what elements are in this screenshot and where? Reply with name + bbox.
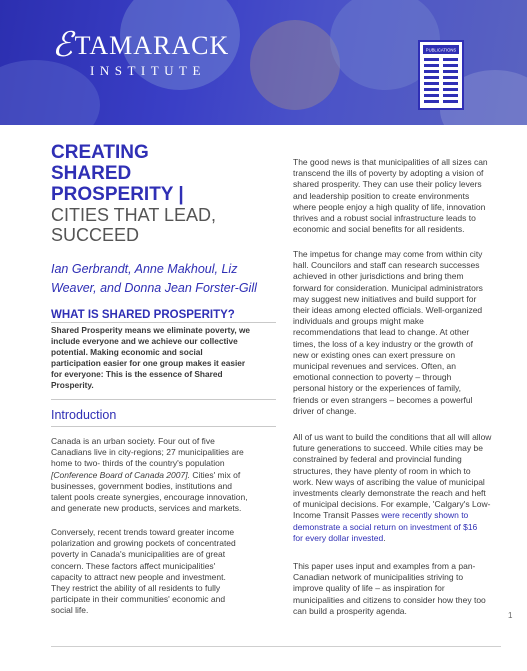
text-line: economic and social benefits for all residents. bbox=[293, 224, 465, 235]
section-divider bbox=[51, 322, 276, 323]
brand-name: TAMARACK bbox=[74, 31, 230, 60]
text-line: forward for consideration. Municipal administrators bbox=[293, 282, 483, 293]
text-line: times, the loss of a key industry or the growth of bbox=[293, 338, 473, 349]
text-line: achieved in other jurisdictions and bring them bbox=[293, 271, 464, 282]
text-line: new or existing ones can exert pressure on bbox=[293, 349, 456, 360]
text-line: Canadians live in city-regions; 27 municipalities are bbox=[51, 447, 244, 458]
text-line: emotional connection to poverty – through bbox=[293, 372, 452, 383]
publication-icon-label: PUBLICATIONS bbox=[425, 47, 457, 53]
text-line: personal history or the experiences of family, bbox=[293, 383, 462, 394]
text-line: Canada is an urban society. Four out of five bbox=[51, 436, 215, 446]
tamarack-logo bbox=[52, 27, 230, 79]
text-line: businesses, government bodies, institutions and bbox=[51, 480, 232, 491]
right-paragraph-4 bbox=[293, 561, 513, 617]
text-line: work. New ways of ascribing the value of municipal bbox=[293, 476, 485, 487]
text-line: poverty in Canada's municipalities are of great bbox=[51, 549, 226, 560]
header-banner bbox=[0, 0, 527, 125]
page-number: 1 bbox=[508, 611, 513, 620]
text-line: friends or even strangers – becomes a powerful bbox=[293, 394, 473, 405]
text-line: thrives and a robust social infrastructure leads to bbox=[293, 213, 476, 224]
text-line: capacity to attract new people and investment. bbox=[51, 571, 226, 582]
authors-line: Weaver, and Donna Jean Forster-Gill bbox=[51, 281, 257, 295]
text-line: shared prosperity. They can use their policy levers bbox=[293, 179, 482, 190]
text-line: and generate new products, services and markets. bbox=[51, 503, 242, 514]
section-divider bbox=[51, 426, 276, 427]
footer-divider bbox=[51, 646, 501, 647]
subtitle-line: SUCCEED bbox=[51, 225, 140, 245]
text-line: structures, they have plenty of room in which to bbox=[293, 465, 471, 476]
text-line bbox=[293, 510, 518, 521]
text-line: may suggest new initiatives and build support for bbox=[293, 293, 477, 304]
title-line: CREATING bbox=[51, 142, 149, 163]
definition-line: include everyone and we achieve our collective bbox=[51, 336, 238, 346]
brand-sub: INSTITUTE bbox=[90, 63, 206, 78]
intro-paragraph-2 bbox=[51, 527, 281, 617]
what-is-heading: WHAT IS SHARED PROSPERITY? bbox=[51, 309, 235, 321]
text-line: investments clearly demonstrate the reach and heft bbox=[293, 488, 486, 499]
definition-line: Prosperity. bbox=[51, 380, 94, 390]
text-line: their ideas among elected officials. Well-organized bbox=[293, 305, 483, 316]
text-fragment: . bbox=[383, 532, 386, 543]
title-line: PROSPERITY | bbox=[51, 184, 184, 205]
right-paragraph-2 bbox=[293, 249, 513, 417]
text-line: The impetus for change may come from within city bbox=[293, 249, 483, 259]
logo-mark-icon: ℰ bbox=[52, 27, 74, 64]
definition-line: potential. Making economic and social bbox=[51, 347, 203, 357]
sroi-link[interactable]: were recently shown to bbox=[381, 510, 469, 521]
text-line: They restrict the ability of all residents to fully bbox=[51, 583, 221, 594]
text-line: home to two- thirds of the country's population bbox=[51, 458, 225, 469]
text-line: municipal revenues and services. Often, an bbox=[293, 361, 457, 372]
text-line bbox=[293, 522, 518, 533]
text-line: Canadian network of municipalities striving to bbox=[293, 572, 464, 583]
text-line: participate in their communities' economic and bbox=[51, 594, 226, 605]
right-paragraph-3 bbox=[293, 432, 518, 544]
authors-line: Ian Gerbrandt, Anne Makhoul, Liz bbox=[51, 262, 238, 276]
text-line: can build a prosperity agenda. bbox=[293, 605, 407, 616]
introduction-heading: Introduction bbox=[51, 408, 117, 422]
right-paragraph-1 bbox=[293, 157, 513, 235]
text-line: and leadership position to create environments bbox=[293, 190, 470, 201]
text-line: where people enjoy a high quality of life, innovation bbox=[293, 201, 486, 212]
text-line: driver of change. bbox=[293, 405, 357, 416]
text-line: social life. bbox=[51, 605, 89, 616]
citation: [Conference Board of Canada 2007]. bbox=[51, 469, 190, 480]
sroi-link[interactable]: demonstrate a social return on investment of $16 bbox=[293, 521, 478, 532]
what-is-definition bbox=[51, 325, 276, 391]
text-fragment: Income Transit Passes bbox=[293, 510, 379, 521]
text-line: All of us want to build the conditions that all will allow bbox=[293, 432, 492, 442]
text-fragment: Cities' mix of bbox=[192, 469, 241, 480]
definition-line: Shared Prosperity means we eliminate poverty, we bbox=[51, 325, 251, 335]
subtitle-line: CITIES THAT LEAD, bbox=[51, 205, 217, 225]
text-line: constrained by federal and provincial funding bbox=[293, 454, 462, 465]
text-line: of municipal decisions. For example, 'Calgary's Low- bbox=[293, 499, 491, 510]
text-line: talent pools create synergies, encourage innovation, bbox=[51, 492, 248, 503]
publication-icon bbox=[416, 38, 466, 112]
text-line: municipalities and citizens to consider how they too bbox=[293, 594, 486, 605]
text-line: hall. Councilors and staff can research successes bbox=[293, 260, 480, 271]
title-line: SHARED bbox=[51, 163, 132, 184]
authors bbox=[51, 260, 276, 298]
text-line: Conversely, recent trends toward greater income bbox=[51, 527, 235, 537]
text-line: improve quality of life – as inspiration for bbox=[293, 583, 445, 594]
text-line: concern. These factors affect municipalities' bbox=[51, 560, 216, 571]
definition-line: for everyone: This is the essence of Shared bbox=[51, 369, 223, 379]
text-line: future generations to succeed. While cities may be bbox=[293, 443, 483, 454]
definition-line: participation easier for one group makes it easier bbox=[51, 358, 246, 368]
section-divider bbox=[51, 399, 276, 400]
text-line: This paper uses input and examples from a pan- bbox=[293, 561, 476, 571]
text-line bbox=[293, 533, 518, 544]
text-line: transcend the ills of poverty by adopting a vision of bbox=[293, 168, 484, 179]
text-line: individuals and groups might make bbox=[293, 316, 424, 327]
sroi-link[interactable]: for every dollar invested bbox=[293, 532, 384, 543]
document-title bbox=[51, 142, 281, 245]
intro-paragraph-1 bbox=[51, 436, 281, 514]
text-line: The good news is that municipalities of all sizes can bbox=[293, 157, 488, 167]
text-line: polarization and growing pockets of concentrated bbox=[51, 538, 236, 549]
text-line bbox=[51, 470, 281, 481]
banner-photo-shape bbox=[250, 20, 340, 110]
text-line: recommendations that lead to change. At other bbox=[293, 327, 470, 338]
